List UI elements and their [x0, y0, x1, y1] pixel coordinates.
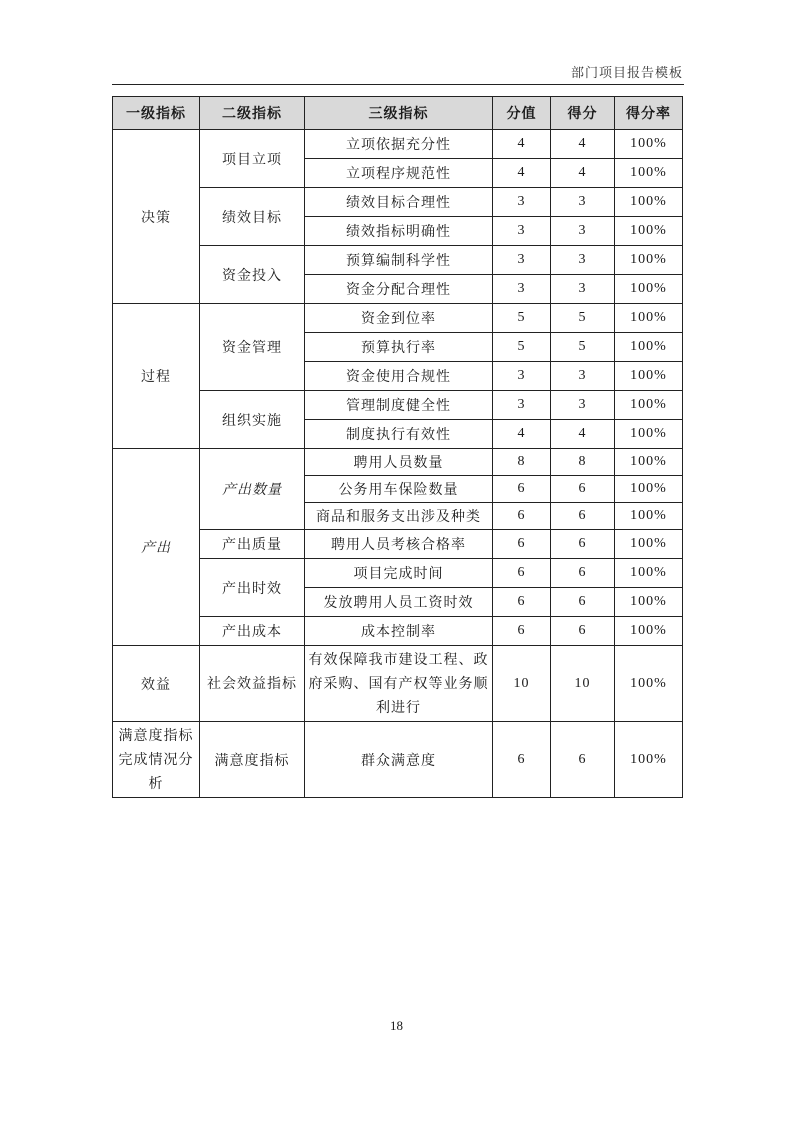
rate-cell: 100%: [615, 362, 683, 391]
got-cell: 4: [551, 159, 615, 188]
rate-cell: 100%: [615, 188, 683, 217]
score-cell: 4: [493, 159, 551, 188]
got-cell: 3: [551, 391, 615, 420]
got-cell: 6: [551, 588, 615, 617]
level2-cell: 资金管理: [200, 304, 305, 391]
level1-cell: 产出: [113, 449, 200, 646]
got-cell: 3: [551, 246, 615, 275]
rate-cell: 100%: [615, 646, 683, 722]
level2-cell: 社会效益指标: [200, 646, 305, 722]
rate-cell: 100%: [615, 722, 683, 798]
level3-cell: 聘用人员考核合格率: [305, 530, 493, 559]
level3-cell: 成本控制率: [305, 617, 493, 646]
performance-evaluation-table: [112, 96, 683, 798]
level2-cell: 组织实施: [200, 391, 305, 449]
got-cell: 5: [551, 333, 615, 362]
column-header-level1: 一级指标: [113, 97, 200, 130]
level3-cell: 资金使用合规性: [305, 362, 493, 391]
got-cell: 3: [551, 188, 615, 217]
rate-cell: 100%: [615, 503, 683, 530]
column-header-level3: 三级指标: [305, 97, 493, 130]
got-cell: 4: [551, 130, 615, 159]
got-cell: 6: [551, 559, 615, 588]
running-header-title: 部门项目报告模板: [570, 66, 683, 81]
level3-cell: 聘用人员数量: [305, 449, 493, 476]
score-cell: 6: [493, 503, 551, 530]
level3-cell: 群众满意度: [305, 722, 493, 798]
rate-cell: 100%: [615, 159, 683, 188]
level2-cell: 产出成本: [200, 617, 305, 646]
page-number: 18: [390, 1018, 403, 1033]
level2-cell: 产出数量: [200, 449, 305, 530]
rate-cell: 100%: [615, 449, 683, 476]
header-rule: [112, 84, 684, 85]
table-row: [113, 304, 683, 333]
level3-cell: 绩效目标合理性: [305, 188, 493, 217]
level3-cell: 管理制度健全性: [305, 391, 493, 420]
rate-cell: 100%: [615, 420, 683, 449]
score-cell: 3: [493, 275, 551, 304]
got-cell: 8: [551, 449, 615, 476]
level3-cell: 立项程序规范性: [305, 159, 493, 188]
score-cell: 3: [493, 188, 551, 217]
level2-cell: 资金投入: [200, 246, 305, 304]
level3-cell: 有效保障我市建设工程、政府采购、国有产权等业务顺利进行: [305, 646, 493, 722]
got-cell: 3: [551, 362, 615, 391]
level3-cell: 公务用车保险数量: [305, 476, 493, 503]
score-cell: 3: [493, 217, 551, 246]
level2-cell: 产出时效: [200, 559, 305, 617]
rate-cell: 100%: [615, 559, 683, 588]
got-cell: 6: [551, 503, 615, 530]
rate-cell: 100%: [615, 476, 683, 503]
level1-cell: 效益: [113, 646, 200, 722]
table-row: [113, 449, 683, 476]
score-cell: 6: [493, 559, 551, 588]
level3-cell: 制度执行有效性: [305, 420, 493, 449]
level1-cell: 决策: [113, 130, 200, 304]
got-cell: 3: [551, 275, 615, 304]
column-header-got: 得分: [551, 97, 615, 130]
rate-cell: 100%: [615, 304, 683, 333]
table-row: [113, 646, 683, 722]
score-cell: 4: [493, 130, 551, 159]
score-cell: 6: [493, 476, 551, 503]
level3-cell: 资金分配合理性: [305, 275, 493, 304]
got-cell: 3: [551, 217, 615, 246]
level2-cell: 产出质量: [200, 530, 305, 559]
score-cell: 6: [493, 617, 551, 646]
rate-cell: 100%: [615, 246, 683, 275]
column-header-level2: 二级指标: [200, 97, 305, 130]
score-cell: 3: [493, 362, 551, 391]
level2-cell: 绩效目标: [200, 188, 305, 246]
level3-cell: 发放聘用人员工资时效: [305, 588, 493, 617]
score-cell: 3: [493, 246, 551, 275]
score-cell: 5: [493, 304, 551, 333]
rate-cell: 100%: [615, 217, 683, 246]
level1-cell: 满意度指标完成情况分析: [113, 722, 200, 798]
level1-cell: 过程: [113, 304, 200, 449]
rate-cell: 100%: [615, 275, 683, 304]
rate-cell: 100%: [615, 130, 683, 159]
got-cell: 6: [551, 617, 615, 646]
got-cell: 4: [551, 420, 615, 449]
got-cell: 6: [551, 530, 615, 559]
level2-cell: 项目立项: [200, 130, 305, 188]
rate-cell: 100%: [615, 617, 683, 646]
level3-cell: 绩效指标明确性: [305, 217, 493, 246]
rate-cell: 100%: [615, 333, 683, 362]
table-row: [113, 130, 683, 159]
score-cell: 6: [493, 722, 551, 798]
level3-cell: 预算执行率: [305, 333, 493, 362]
score-cell: 6: [493, 588, 551, 617]
column-header-score: 分值: [493, 97, 551, 130]
level3-cell: 商品和服务支出涉及种类: [305, 503, 493, 530]
rate-cell: 100%: [615, 530, 683, 559]
level3-cell: 立项依据充分性: [305, 130, 493, 159]
table-header-row: [113, 97, 683, 130]
got-cell: 10: [551, 646, 615, 722]
score-cell: 3: [493, 391, 551, 420]
got-cell: 5: [551, 304, 615, 333]
got-cell: 6: [551, 722, 615, 798]
rate-cell: 100%: [615, 588, 683, 617]
level3-cell: 预算编制科学性: [305, 246, 493, 275]
level3-cell: 项目完成时间: [305, 559, 493, 588]
table-row: [113, 722, 683, 798]
score-cell: 8: [493, 449, 551, 476]
got-cell: 6: [551, 476, 615, 503]
score-cell: 5: [493, 333, 551, 362]
score-cell: 10: [493, 646, 551, 722]
score-cell: 4: [493, 420, 551, 449]
score-cell: 6: [493, 530, 551, 559]
level2-cell: 满意度指标: [200, 722, 305, 798]
rate-cell: 100%: [615, 391, 683, 420]
level3-cell: 资金到位率: [305, 304, 493, 333]
column-header-rate: 得分率: [615, 97, 683, 130]
